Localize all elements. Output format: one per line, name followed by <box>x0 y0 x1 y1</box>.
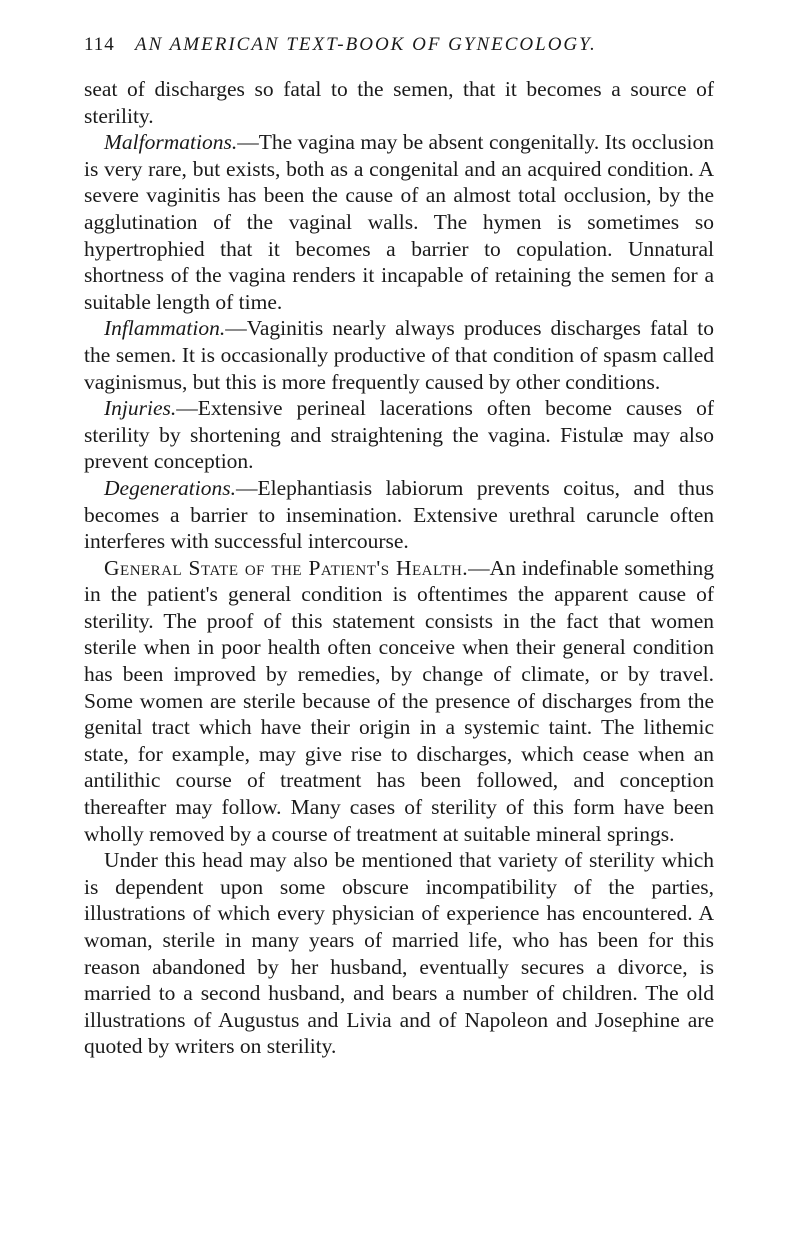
running-head <box>84 34 712 62</box>
paragraph-text: —The vagina may be absent congenitally. Its occlusion is very rare, but exists, both as a congenital and an acquired condition. A severe vaginitis has been the cause of an almost total occlusion, by the agglutination of the vaginal walls. The hymen is sometimes so hypertrophied that it becomes a barrier to copulation. Unnatural shortness of the vagina renders it incapable of retaining the semen for a suitable length of time. <box>84 130 714 314</box>
running-title: AN AMERICAN TEXT-BOOK OF GYNECOLOGY. <box>135 34 597 55</box>
paragraph-degenerations <box>84 475 714 555</box>
paragraph-text: —Elephantiasis labiorum prevents coitus, and thus becomes a barrier to insemination. Extensive urethral caruncle often interferes with successful intercourse. <box>84 475 714 554</box>
section-heading-general-health: General State of the Patient's Health. <box>104 555 469 580</box>
paragraph-text: —Extensive perineal lacerations often become causes of sterility by shortening and straightening the vagina. Fistulæ may also prevent conception. <box>84 396 714 474</box>
section-heading-injuries: Injuries. <box>104 396 177 421</box>
paragraph-text: —An indefinable something in the patient's general condition is oftentimes the apparent cause of sterility. The proof of this statement consists in the fact that women sterile when in poor health often conceive when their general condition has been improved by remedies, by change of climate, or by travel. Some women are sterile because of the presence of discharges from the genital tract which have their origin in a systemic taint. The lithemic state, for example, may give rise to discharges, which cease when an antilithic course of treatment has been followed, and conception thereafter may follow. Many cases of sterility of this form have been wholly removed by a course of treatment at suitable mineral springs. <box>84 555 714 846</box>
paragraph-text: Under this head may also be mentioned that variety of sterility which is dependent upon some obscure incompatibility of the parties, illustrations of which every physician of experience has encountered. A woman, sterile in many years of married life, who has been for this reason abandoned by her husband, eventually secures a divorce, is married to a second husband, and bears a number of children. The old illustrations of Augustus and Livia and of Napoleon and Josephine are quoted by writers on sterility. <box>84 848 714 1059</box>
body-text <box>84 76 714 1060</box>
paragraph-incompatibility <box>84 847 714 1060</box>
section-heading-degenerations: Degenerations. <box>104 475 236 500</box>
page-number: 114 <box>84 34 115 55</box>
paragraph-sterility-continuation <box>84 76 714 129</box>
section-heading-inflammation: Inflammation. <box>104 316 226 341</box>
section-heading-malformations: Malformations. <box>104 130 238 155</box>
paragraph-text: —Vaginitis nearly always produces discharges fatal to the semen. It is occasionally productive of that condition of spasm called vaginismus, but this is more frequently caused by other conditions. <box>84 316 714 394</box>
paragraph-inflammation <box>84 315 714 395</box>
paragraph-injuries <box>84 395 714 475</box>
paragraph-malformations <box>84 129 714 315</box>
paragraph-text: seat of discharges so fatal to the semen, that it becomes a source of sterility. <box>84 77 714 128</box>
paragraph-general-health <box>84 555 714 848</box>
